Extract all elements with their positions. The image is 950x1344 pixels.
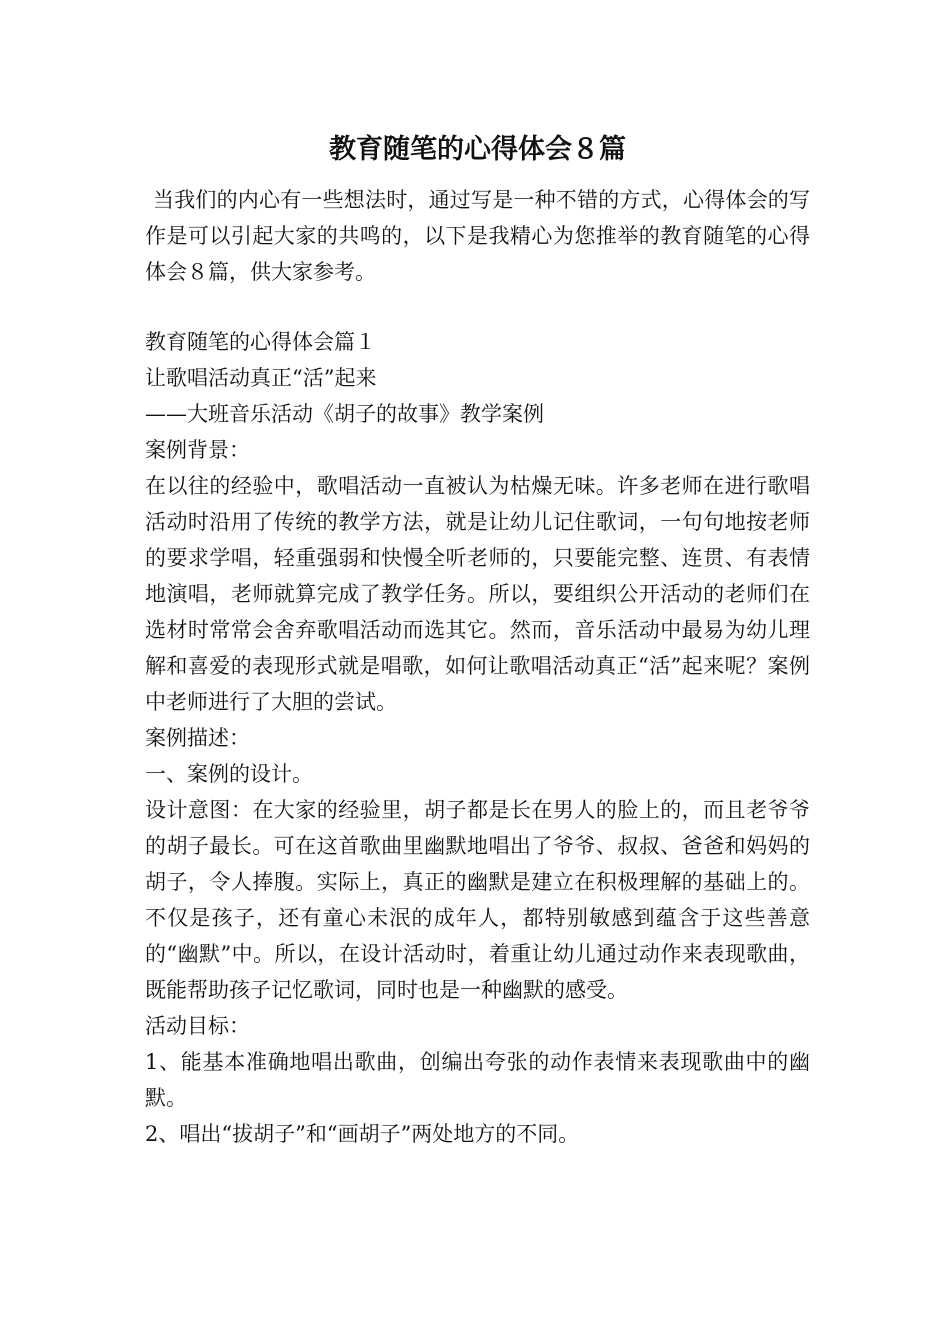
case-title: 让歌唱活动真正“活”起来 (145, 366, 377, 390)
design-intent-paragraph: 设计意图：在大家的经验里，胡子都是长在男人的脸上的，而且老爷爷的胡子最长。可在这首歌曲里幽默地唱出了爷爷、叔叔、爸爸和妈妈的胡子，令人捧腹。实际上，真正的幽默是建立在积极理解的基础上的。不仅是孩子，还有童心未泯的成年人，都特别敏感到蕴含于这些善意的“幽默”中。所以，在设计活动时，着重让幼儿通过动作来表现歌曲，既能帮助孩子记忆歌词，同时也是一种幽默的感受。 (145, 798, 810, 1002)
goal-item-2: 2、唱出“拔胡子”和“画胡子”两处地方的不同。 (145, 1122, 580, 1146)
goal-item-1: 1、能基本准确地唱出歌曲，创编出夸张的动作表情来表现歌曲中的幽默。 (145, 1050, 810, 1110)
document-page (145, 128, 810, 1152)
case-subtitle: ——大班音乐活动《胡子的故事》教学案例 (145, 402, 544, 426)
intro-paragraph: 当我们的内心有一些想法时，通过写是一种不错的方式，心得体会的写作是可以引起大家的共鸣的，以下是我精心为您推举的教育随笔的心得体会８篇，供大家参考。 (145, 188, 810, 284)
case-background-paragraph: 在以往的经验中，歌唱活动一直被认为枯燥无味。许多老师在进行歌唱活动时沿用了传统的教学方法，就是让幼儿记住歌词，一句句地按老师的要求学唱，轻重强弱和快慢全听老师的，只要能完整、连贯、有表情地演唱，老师就算完成了教学任务。所以，要组织公开活动的老师们在选材时常常会舍弃歌唱活动而选其它。然而，音乐活动中最易为幼儿理解和喜爱的表现形式就是唱歌，如何让歌唱活动真正“活”起来呢？案例中老师进行了大胆的尝试。 (145, 474, 810, 714)
document-title: 教育随笔的心得体会８篇 (329, 134, 626, 165)
paragraph-spacer (145, 290, 810, 324)
case-design-heading: 一、案例的设计。 (145, 762, 313, 786)
section-heading: 教育随笔的心得体会篇１ (145, 330, 376, 354)
case-description-label: 案例描述： (145, 726, 250, 750)
activity-goals-label: 活动目标： (145, 1014, 250, 1038)
case-background-label: 案例背景： (145, 438, 250, 462)
